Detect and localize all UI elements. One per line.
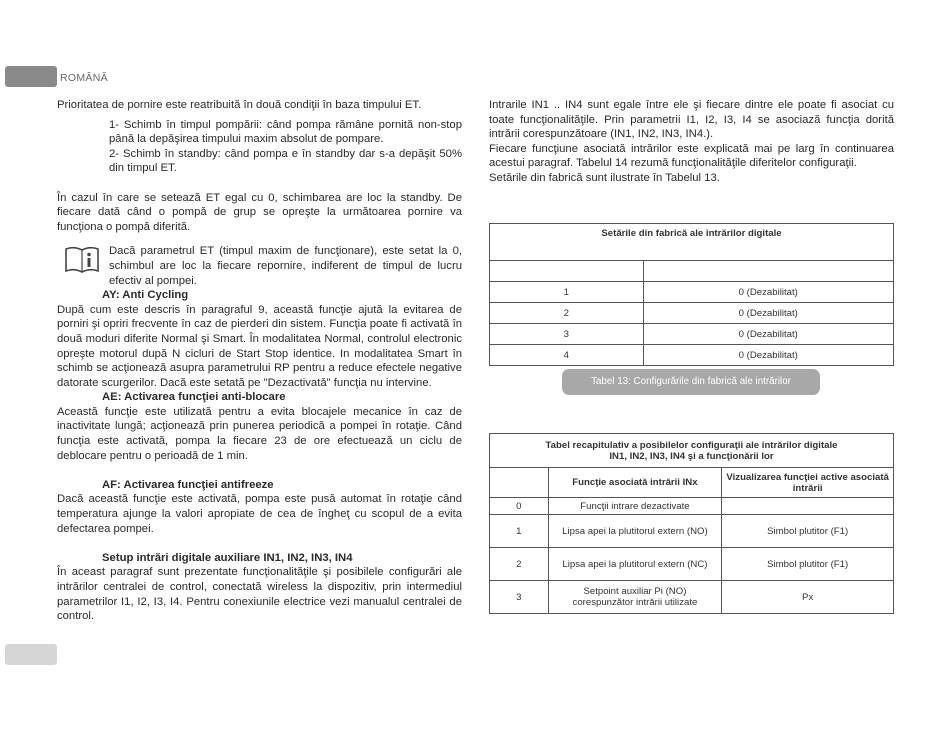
paragraph-inputs-equal: Intrarile IN1 .. IN4 sunt egale între ele şi fiecare dintre ele poate fi asociat cu toate funcţionalităţile. Prin parametrii I1, I2, I3, I4 se asociază funcţia dorită intrării corespunzătoare (IN1, IN2, IN3, IN4.). xyxy=(489,99,894,141)
list-item: 2- Schimb în standby: când pompa e în standby dar s-a depăşit 50% din timpul ET. xyxy=(109,147,462,175)
list-item: 1- Schimb în timpul pompării: când pompa rămâne pornită non-stop până la depăşirea timpului maxim absolut de pompare. xyxy=(109,118,462,146)
table13-caption: Tabel 13: Configurările din fabrică ale intrărilor xyxy=(562,369,820,395)
table-row xyxy=(490,303,894,324)
paragraph-anti-block: Această funcţie este utilizată pentru a evita blocajele mecanice în caz de inactivitate lungă; acţionează prin punerea periodică a pompei în rotaţie. Când funcţia este activată, pompa la fiecare 23 de ore efectuează un ciclu de deblocare pentru o perioadă de 1 min. xyxy=(57,405,462,462)
note-text: Dacă parametrul ET (timpul maxim de funcţionare), este setat la 0, schimbul are loc la fiecare repornire, indiferent de timpul de lucru efectiv al pompei. xyxy=(109,245,462,287)
page-tab-top xyxy=(5,66,57,87)
table-cell xyxy=(722,498,894,515)
table-cell: 0 (Dezabilitat) xyxy=(643,324,893,345)
table-cell xyxy=(643,261,893,282)
column-header: Funcţie asociată intrării INx xyxy=(548,468,722,498)
table-cell: Lipsa apei la plutitorul extern (NC) xyxy=(548,548,722,581)
table-title xyxy=(490,434,894,468)
table-cell: 4 xyxy=(490,345,644,366)
table-cell: 3 xyxy=(490,581,549,614)
table-row xyxy=(490,282,894,303)
paragraph-antifreeze: Dacă această funcţie este activată, pompa este pusă automat în rotaţie când temperatura ajunge la valori apropiate de cea de îngheţ cu scopul de a evita defectarea pompei. xyxy=(57,493,462,535)
table-cell: 1 xyxy=(490,515,549,548)
paragraph-factory: Setările din fabrică sunt ilustrate în Tabelul 13. xyxy=(489,171,720,184)
table-row xyxy=(490,324,894,345)
left-column xyxy=(57,98,462,624)
table-cell: 0 (Dezabilitat) xyxy=(643,303,893,324)
table-row xyxy=(490,515,894,548)
table-row xyxy=(490,345,894,366)
paragraph-functions: Fiecare funcţiune asociată intrărilor este explicată mai pe larg în continuarea acestui paragraf. Tabelul 14 rezumă funcţionalităţile diferitelor configuraţii. xyxy=(489,142,894,170)
table-cell: 1 xyxy=(490,282,644,303)
table-cell: Simbol plutitor (F1) xyxy=(722,515,894,548)
table-cell: Simbol plutitor (F1) xyxy=(722,548,894,581)
table-cell: 2 xyxy=(490,303,644,324)
info-note xyxy=(57,244,462,288)
heading-anti-block: AE: Activarea funcţiei anti-blocare xyxy=(102,391,286,404)
table-cell: 2 xyxy=(490,548,549,581)
table-title-line: IN1, IN2, IN3, IN4 şi a funcţionării lor xyxy=(609,450,774,462)
heading-anti-cycling: AY: Anti Cycling xyxy=(102,289,189,302)
paragraph-digital-inputs: În aceast paragraf sunt prezentate funcţionalităţile şi posibilele configurări ale intrărilor centralei de control, conectată wireless la dispozitiv, prin intermediul parametrilor I1, I2, I3, I4. Pentru conexiunile electrice vezi manualul centralei de control. xyxy=(57,566,462,623)
table-row xyxy=(490,548,894,581)
table-title: Setările din fabrică ale intrărilor digitale xyxy=(490,224,894,261)
right-column xyxy=(489,98,894,186)
configurations-table xyxy=(489,433,894,614)
table-cell: 0 (Dezabilitat) xyxy=(643,345,893,366)
table-cell: 3 xyxy=(490,324,644,345)
paragraph-anti-cycling: După cum este descris în paragraful 9, această funcţie ajută la evitarea de porniri şi opriri frecvente în caz de pierderi din sistem. Funcţia poate fi activată în două moduri diferite Normal şi Smart. În modalitatea Normal, controlul electronic opreşte motorul după N cicluri de Start Stop identice. In modalitatea Smart în schimb se acţionează asupra parametrului RP pentru a reduce efectele negative datorate scurgerilor. Dacă este setată pe "Dezactivată" funcţia nu intervine. xyxy=(57,303,462,389)
table-title-line: Tabel recapitulativ a posibilelor configuraţii ale intrărilor digitale xyxy=(545,439,838,451)
heading-digital-inputs: Setup intrări digitale auxiliare IN1, IN2, IN3, IN4 xyxy=(102,551,353,564)
exchange-list xyxy=(57,118,462,176)
factory-settings-table xyxy=(489,223,894,366)
column-header: Vizualizarea funcţiei active asociată intrării xyxy=(722,468,894,498)
heading-antifreeze: AF: Activarea funcţiei antifreeze xyxy=(102,478,274,491)
table-row xyxy=(490,498,894,515)
table-cell: Setpoint auxiliar Pi (NO) corespunzător intrării utilizate xyxy=(548,581,722,614)
table-cell: Funcţii intrare dezactivate xyxy=(548,498,722,515)
language-label: ROMÂNĂ xyxy=(60,72,108,84)
page-number-tab xyxy=(5,644,57,665)
paragraph-et-zero: În cazul în care se setează ET egal cu 0, schimbarea are loc la standby. De fiecare dată când o pompă de grup se opreşte la următoarea pornire va funcţiona o pompă diferită. xyxy=(57,191,462,233)
table-cell: Px xyxy=(722,581,894,614)
paragraph-priority: Prioritatea de pornire este reatribuită în două condiţii în baza timpului ET. xyxy=(57,99,422,111)
table-cell: 0 xyxy=(490,498,549,515)
table-row xyxy=(490,581,894,614)
column-header xyxy=(490,468,549,498)
table-cell: Lipsa apei la plutitorul extern (NO) xyxy=(548,515,722,548)
table-cell: 0 (Dezabilitat) xyxy=(643,282,893,303)
table-cell xyxy=(490,261,644,282)
manual-info-icon xyxy=(64,244,100,274)
